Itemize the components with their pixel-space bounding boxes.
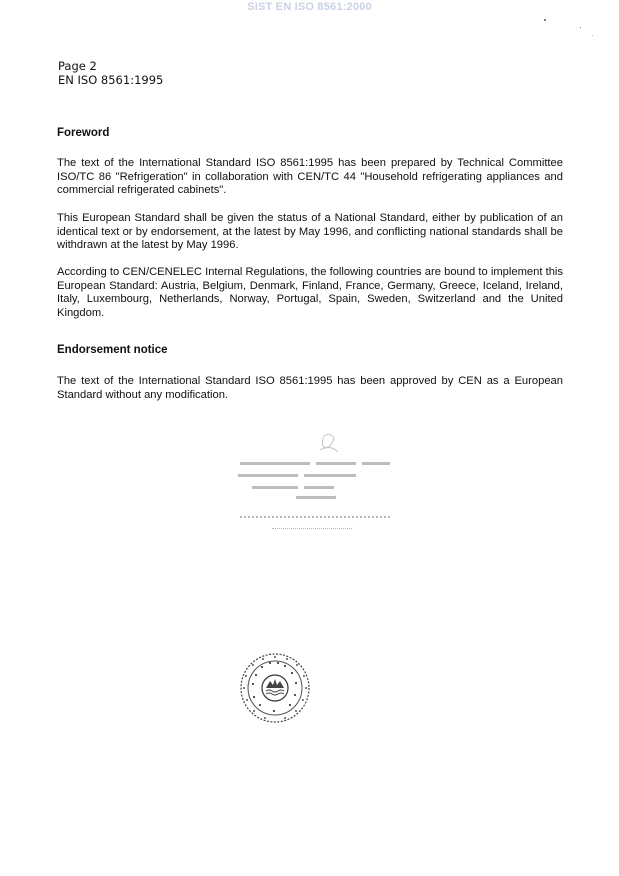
faded-dotted-line bbox=[240, 516, 390, 524]
official-seal bbox=[239, 652, 311, 724]
watermark: SIST EN ISO 8561:2000 bbox=[247, 1, 372, 13]
endorsement-heading: Endorsement notice bbox=[57, 344, 168, 356]
standard-reference: EN ISO 8561:1995 bbox=[58, 73, 164, 87]
foreword-heading: Foreword bbox=[57, 127, 110, 139]
foreword-paragraph-1: The text of the International Standard ISO 8561:1995 has been prepared by Technical Committee ISO/TC 86 "Refrigeration" in collaboration with CEN/TC 44 "Household refrigerating appliances and commercial refrigerated cabinets". bbox=[57, 157, 563, 197]
scan-speck bbox=[592, 35, 593, 36]
seal-icon bbox=[239, 652, 311, 724]
scan-speck bbox=[580, 27, 581, 28]
scan-speck bbox=[544, 19, 546, 21]
page-header bbox=[58, 59, 163, 87]
faded-stamp bbox=[232, 430, 402, 540]
endorsement-paragraph: The text of the International Standard ISO 8561:1995 has been approved by CEN as a European Standard without any modification. bbox=[57, 375, 563, 401]
faded-dotted-line bbox=[272, 528, 352, 535]
foreword-paragraph-3: According to CEN/CENELEC Internal Regulations, the following countries are bound to implement this European Standard: Austria, Belgium, Denmark, Finland, France, Germany, Greece, Iceland, Ireland, Italy, Luxembourg, Netherlands, Norway, Portugal, Spain, Sweden, Switzerland and the United Kingdom. bbox=[57, 266, 563, 319]
foreword-paragraph-2: This European Standard shall be given the status of a National Standard, either by publication of an identical text or by endorsement, at the latest by May 1996, and conflicting national standards shall be withdrawn at the latest by May 1996. bbox=[57, 212, 563, 252]
page-number: Page 2 bbox=[58, 59, 97, 73]
